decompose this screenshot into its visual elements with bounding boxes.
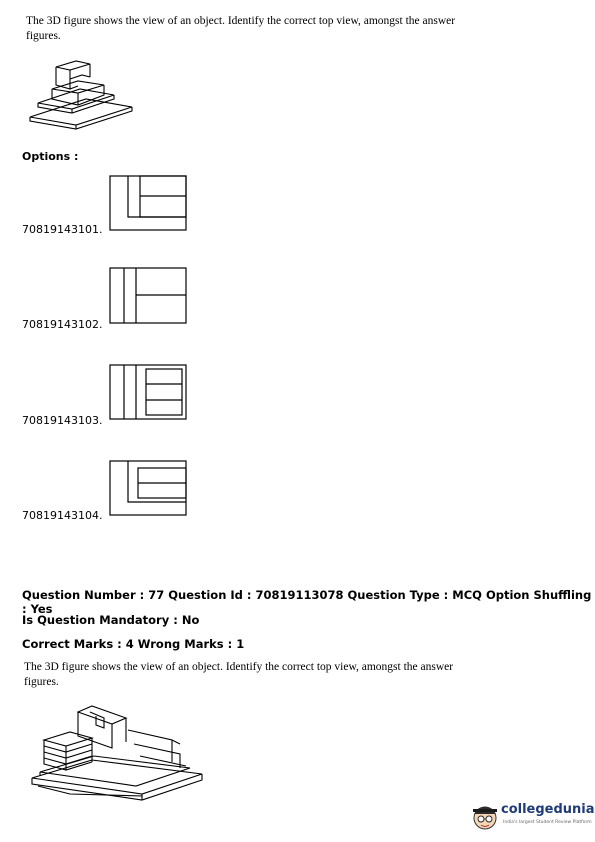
question-2-meta-line-3: Correct Marks : 4 Wrong Marks : 1 xyxy=(22,637,245,651)
option-2-figure[interactable] xyxy=(109,267,187,324)
question-2-3d-figure xyxy=(30,700,205,802)
option-3-figure[interactable] xyxy=(109,364,187,420)
logo-tagline: India's largest Student Review Platform xyxy=(503,820,592,825)
mascot-icon xyxy=(470,800,500,832)
question-1-3d-figure xyxy=(26,55,138,135)
question-1-text: The 3D figure shows the view of an object. Identify the correct top view, amongst the answer figures. xyxy=(26,15,456,42)
question-2-text: The 3D figure shows the view of an object. Identify the correct top view, amongst the answer figures. xyxy=(24,661,454,688)
question-2-meta-line-2: Is Question Mandatory : No xyxy=(22,613,200,627)
options-label: Options : xyxy=(22,150,79,163)
option-2-id[interactable]: 70819143102. xyxy=(22,318,103,331)
question-2-meta-line-1: Question Number : 77 Question Id : 70819113078 Question Type : MCQ Option Shuffling : Yes xyxy=(22,588,592,616)
logo-name: collegedunia xyxy=(501,802,595,817)
option-1-figure[interactable] xyxy=(109,175,187,231)
option-4-figure[interactable] xyxy=(109,460,187,516)
option-4-id[interactable]: 70819143104. xyxy=(22,509,103,522)
option-1-id[interactable]: 70819143101. xyxy=(22,223,103,236)
collegedunia-logo xyxy=(470,800,595,834)
option-3-id[interactable]: 70819143103. xyxy=(22,414,103,427)
